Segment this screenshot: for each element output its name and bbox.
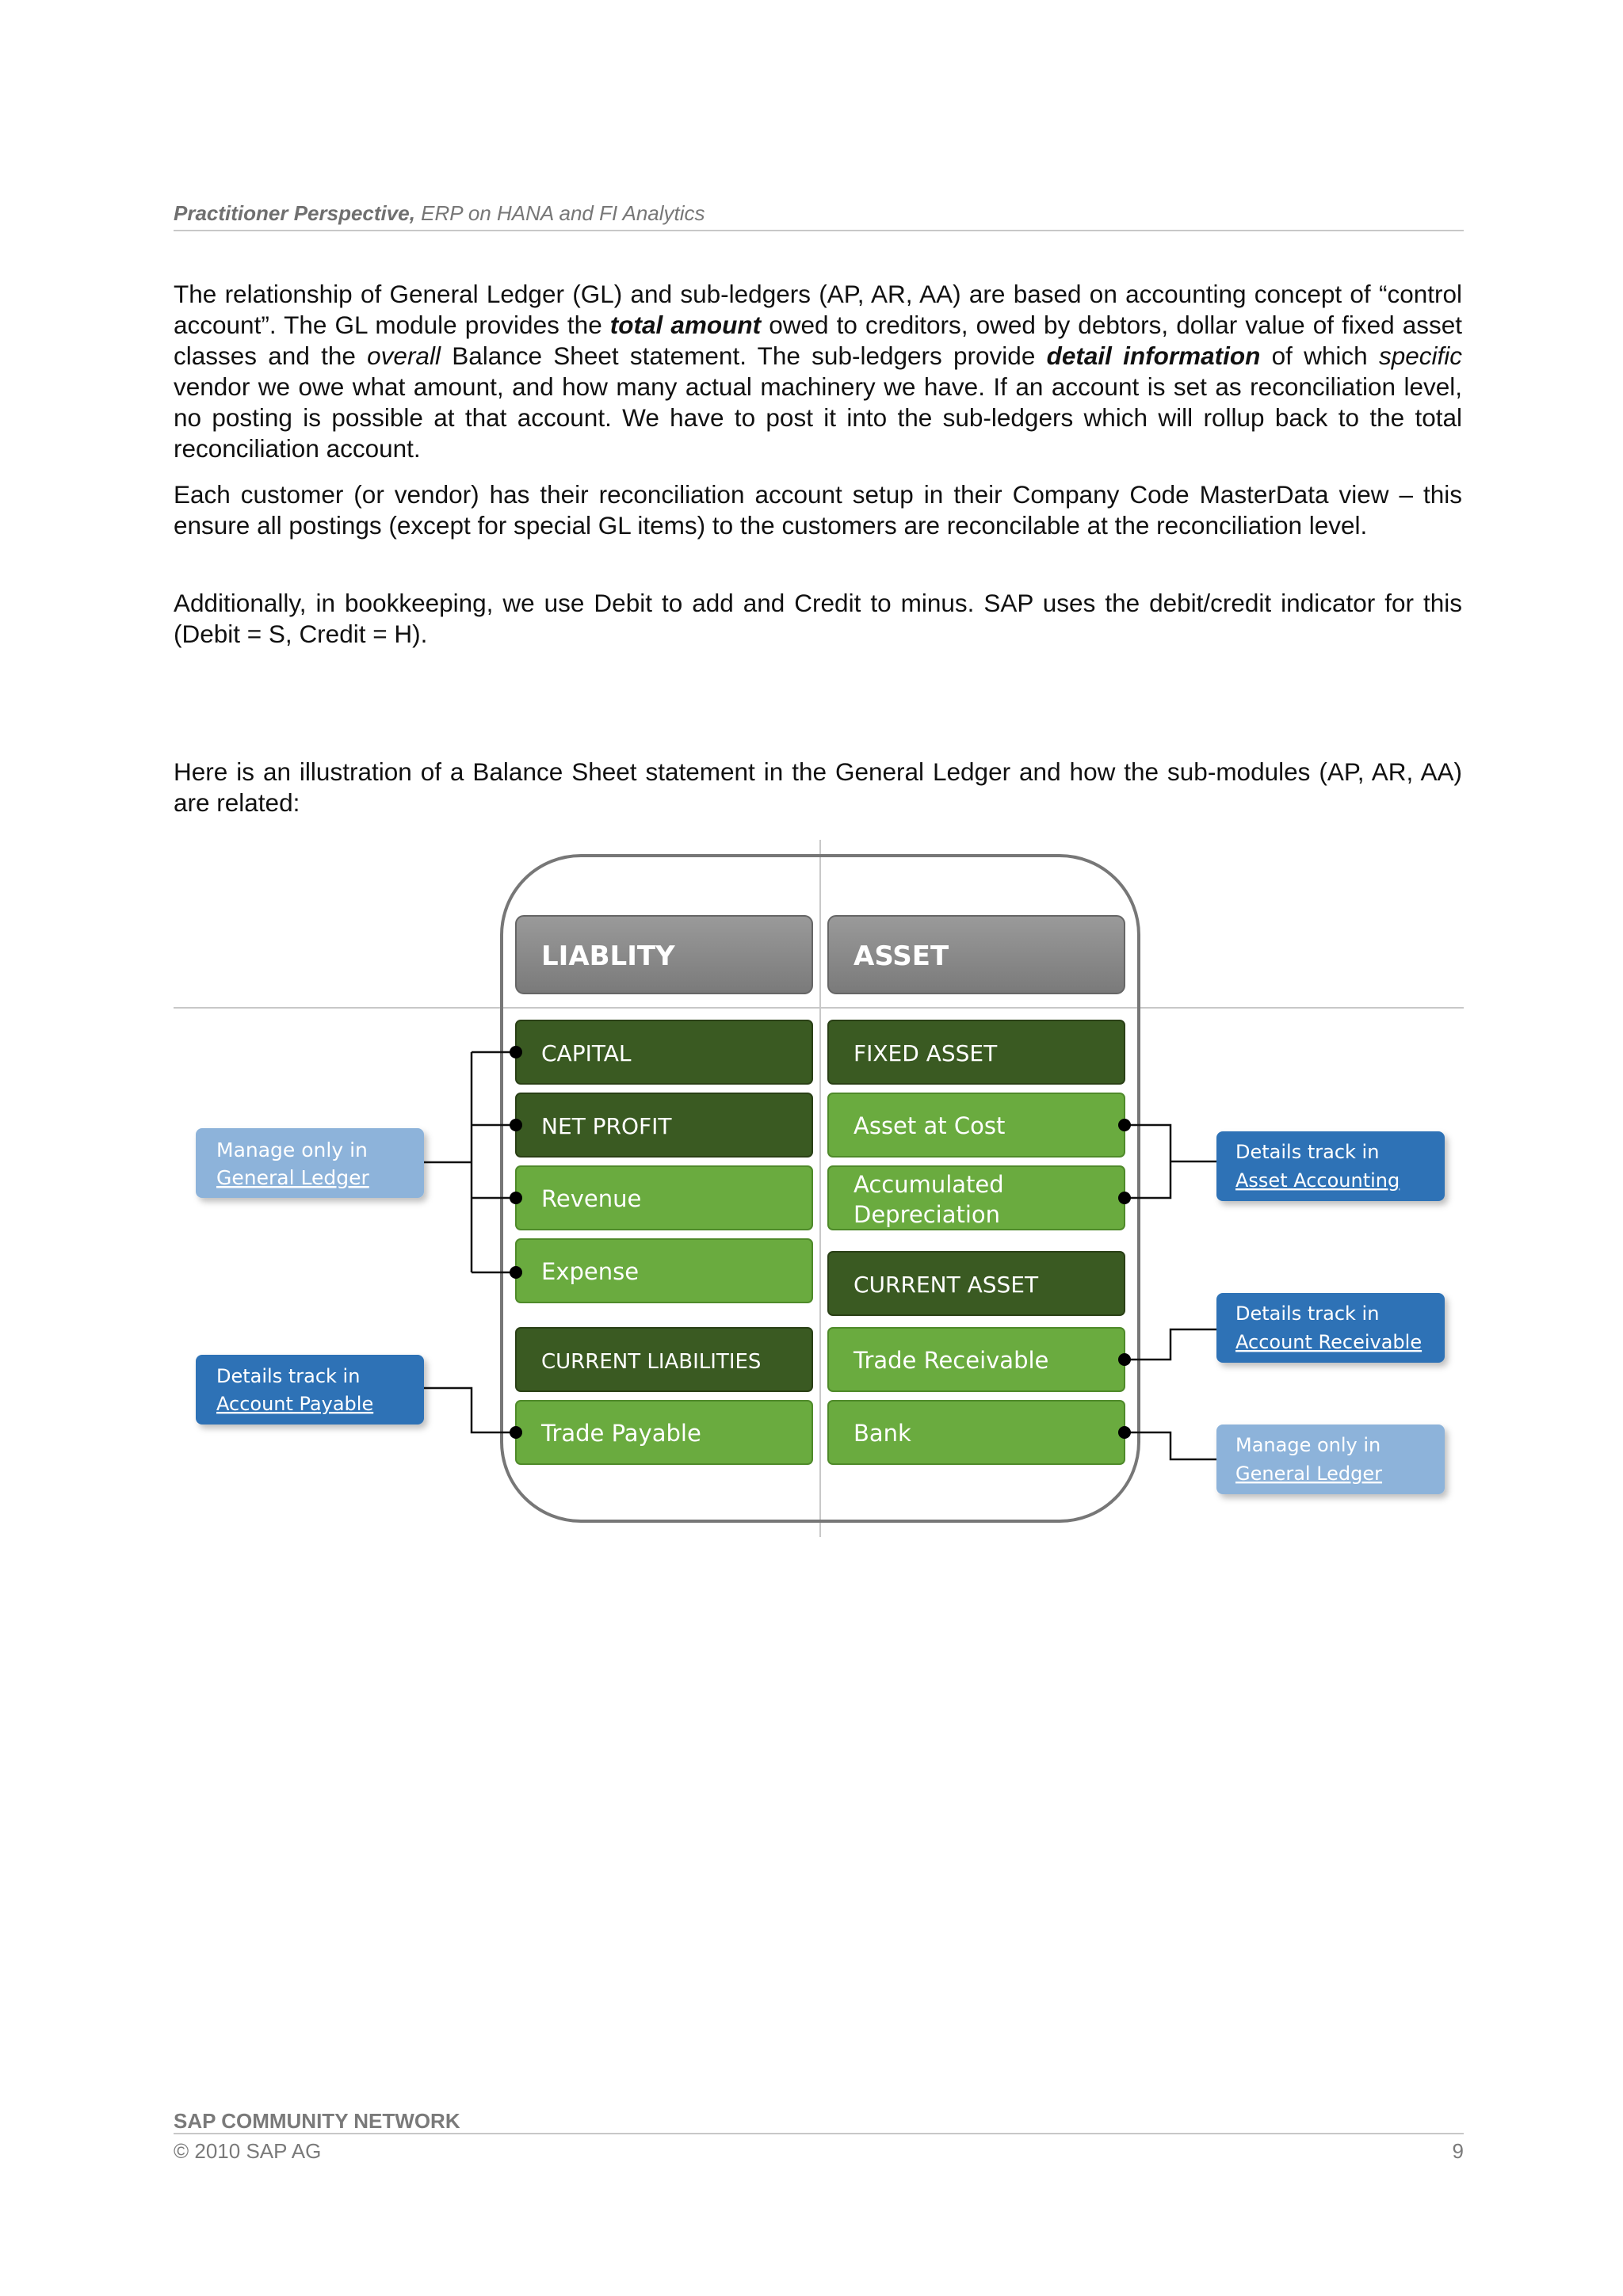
paragraph-2: Each customer (or vendor) has their reconciliation account setup in their Company Code MasterData view – this ensure all postings (except for special GL items) to the customers are reconcilable at the reconciliation level. — [174, 480, 1462, 540]
p1-text-a: The relationship of General Ledger (GL) and sub-ledgers (AP, AR, AA) are based on accounting concept of “control account”. The GL module provides the — [174, 280, 1462, 339]
paragraph-3: Additionally, in bookkeeping, we use Debit to add and Credit to minus. SAP uses the debit/credit indicator for this (Debit = S, Credit = H). — [174, 589, 1462, 648]
liability-header: LIABLITY — [541, 940, 675, 972]
callout-left-ap-line2: Account Payable — [216, 1393, 374, 1415]
p1-specific: specific — [1378, 341, 1462, 370]
liability-item-net-profit: NET PROFIT — [541, 1113, 672, 1139]
liability-item-capital: CAPITAL — [541, 1040, 632, 1066]
asset-item-fixed-asset: FIXED ASSET — [854, 1040, 998, 1066]
p1-total-amount: total amount — [609, 311, 762, 339]
paragraph-4: Here is an illustration of a Balance Sheet statement in the General Ledger and how the sub-modules (AP, AR, AA) are related: — [174, 757, 1462, 817]
running-header — [174, 201, 1464, 226]
right-ar-dot — [1118, 1353, 1131, 1366]
asset-header: ASSET — [854, 940, 949, 972]
balance-sheet-diagram — [174, 832, 1489, 1545]
p1-text-c: owed to creditors, owed by debtors, dollar value of fixed asset classes and the — [174, 311, 1462, 370]
p1-text-e: Balance Sheet statement. The sub-ledgers provide — [440, 341, 1047, 370]
header-rest: ERP on HANA and FI Analytics — [414, 201, 705, 225]
callout-right-gl-line2: General Ledger — [1235, 1463, 1383, 1485]
p1-detail-information: detail information — [1046, 341, 1261, 370]
callout-left-gl-line1: Manage only in — [216, 1138, 368, 1161]
liability-item-trade-payable: Trade Payable — [541, 1420, 701, 1447]
footer-title: SAP COMMUNITY NETWORK — [174, 2109, 460, 2133]
p1-text-g: of which — [1260, 341, 1379, 370]
asset-item-bank: Bank — [854, 1420, 911, 1447]
callout-right-aa-line1: Details track in — [1235, 1141, 1380, 1163]
right-aa-dot-2 — [1118, 1192, 1131, 1204]
footer-rule — [174, 2133, 1464, 2134]
asset-item-current-asset: CURRENT ASSET — [854, 1272, 1039, 1298]
liability-item-expense: Expense — [541, 1258, 640, 1285]
header-bold: Practitioner Perspective, — [174, 201, 415, 225]
p1-overall: overall — [367, 341, 441, 370]
callout-right-gl-line1: Manage only in — [1235, 1434, 1381, 1456]
callout-right-ar-line2: Account Receivable — [1235, 1331, 1423, 1353]
page-number: 9 — [1452, 2139, 1464, 2163]
asset-item-trade-receivable: Trade Receivable — [854, 1347, 1049, 1374]
right-aa-dot-1 — [1118, 1119, 1131, 1131]
callout-right-aa-line2: Asset Accounting — [1235, 1169, 1400, 1192]
left-ap-connector-dot — [510, 1426, 522, 1439]
p1-text-i: vendor we owe what amount, and how many actual machinery we have. If an account is set as reconciliation level, no posting is possible at that account. We have to post it into the sub-ledgers which will rollup back to the total reconciliation account. — [174, 372, 1462, 463]
callout-left-gl-line2: General Ledger — [216, 1166, 369, 1189]
right-gl-dot — [1118, 1426, 1131, 1439]
asset-item-asset-at-cost: Asset at Cost — [854, 1112, 1006, 1139]
asset-item-accumulated: Accumulated — [854, 1171, 1004, 1198]
callout-right-ar-line1: Details track in — [1235, 1302, 1380, 1325]
callout-left-ap-line1: Details track in — [216, 1365, 361, 1387]
asset-item-depreciation: Depreciation — [854, 1201, 1001, 1228]
liability-item-current-liabilities: CURRENT LIABILITIES — [541, 1350, 762, 1374]
liability-item-revenue: Revenue — [541, 1185, 642, 1212]
header-rule — [174, 230, 1464, 231]
footer-copyright: © 2010 SAP AG — [174, 2139, 322, 2163]
paragraph-1 — [174, 279, 1462, 464]
